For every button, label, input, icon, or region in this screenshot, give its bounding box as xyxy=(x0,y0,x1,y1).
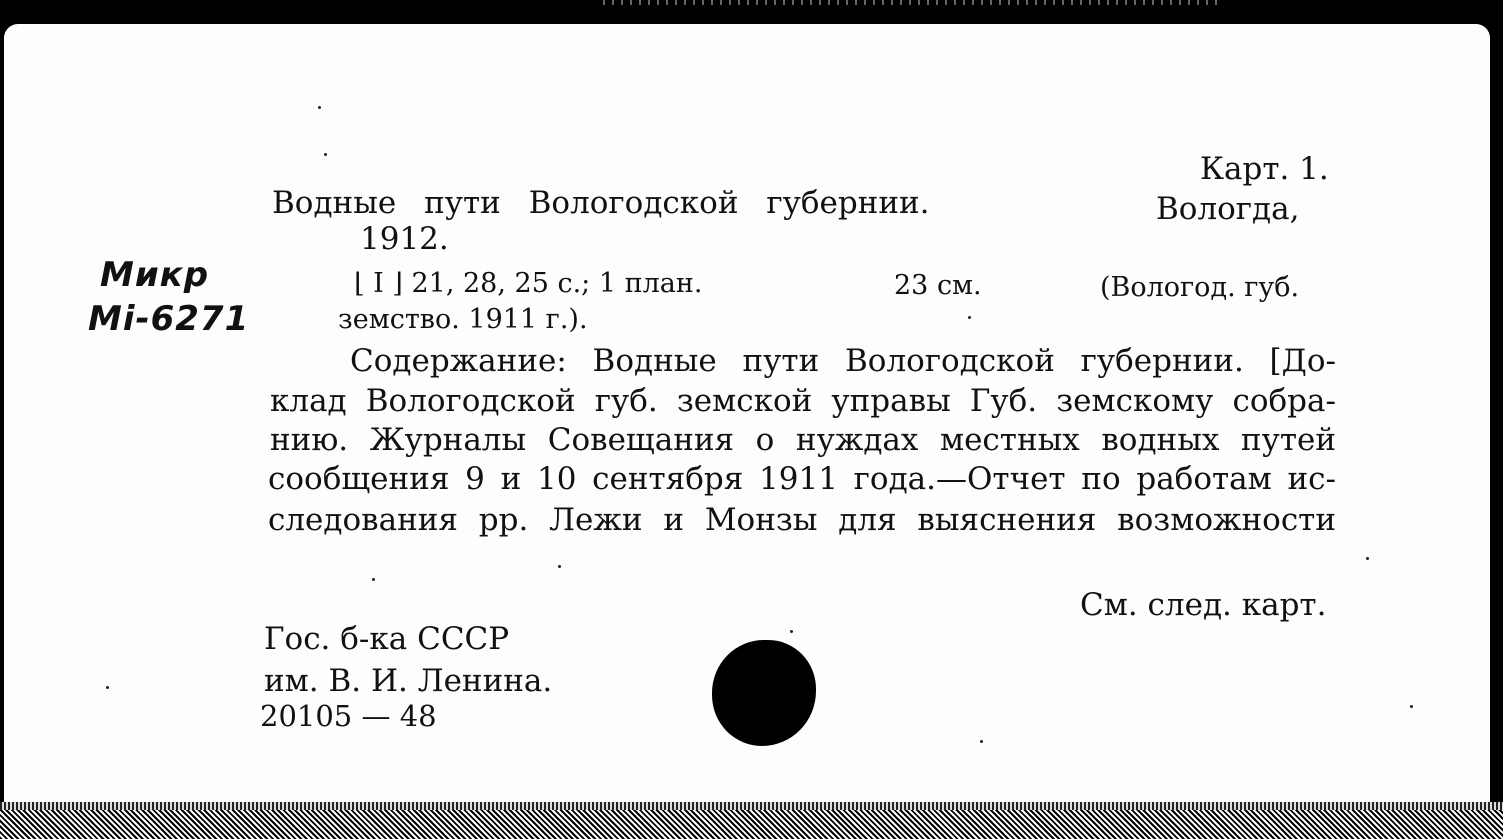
collation: ⌊ I ⌋ 21, 28, 25 с.; 1 план. xyxy=(354,268,703,299)
dust-speck xyxy=(1410,705,1413,708)
dust-speck xyxy=(558,565,561,568)
scan-bottom-edge xyxy=(0,802,1503,839)
continued-note: См. след. карт. xyxy=(1080,587,1327,623)
handwritten-note-line1: Микр xyxy=(100,255,210,295)
card-right-edge xyxy=(1490,24,1503,802)
dust-speck xyxy=(106,686,109,689)
title-place: Вологда, xyxy=(1156,191,1300,227)
dust-speck xyxy=(980,740,983,743)
contents-line-2: клад Вологодской губ. земской управы Губ. земскому собра- xyxy=(270,383,1336,419)
dust-speck xyxy=(968,316,971,319)
dust-speck xyxy=(372,578,375,581)
dust-speck xyxy=(318,106,321,109)
library-named-after: им. В. И. Ленина. xyxy=(264,663,553,699)
card-number: Карт. 1. xyxy=(1200,151,1329,187)
series-continued: земство. 1911 г.). xyxy=(338,304,588,335)
contents-line-3: нию. Журналы Совещания о нуждах местных водных путей xyxy=(270,422,1336,458)
contents-line-5: следования рр. Лежи и Монзы для выяснения возможности xyxy=(268,502,1336,538)
title-main: Водные пути Вологодской губернии. xyxy=(272,185,930,221)
dust-speck xyxy=(1366,557,1369,560)
contents-line-4: сообщения 9 и 10 сентября 1911 года.—Отчет по работам ис- xyxy=(268,461,1336,497)
library-name: Гос. б-ка СССР xyxy=(264,621,510,657)
handwritten-shelfmark: Mi-6271 xyxy=(88,299,250,339)
series-statement: (Вологод. губ. xyxy=(1100,272,1300,303)
dust-speck xyxy=(790,630,793,633)
title-year: 1912. xyxy=(360,221,449,257)
dust-speck xyxy=(324,153,327,156)
collation-size: 23 см. xyxy=(894,270,982,301)
library-order-number: 20105 — 48 xyxy=(260,699,437,733)
contents-line-1: Содержание: Водные пути Вологодской губернии. [До- xyxy=(350,343,1336,379)
top-border xyxy=(600,0,1220,5)
